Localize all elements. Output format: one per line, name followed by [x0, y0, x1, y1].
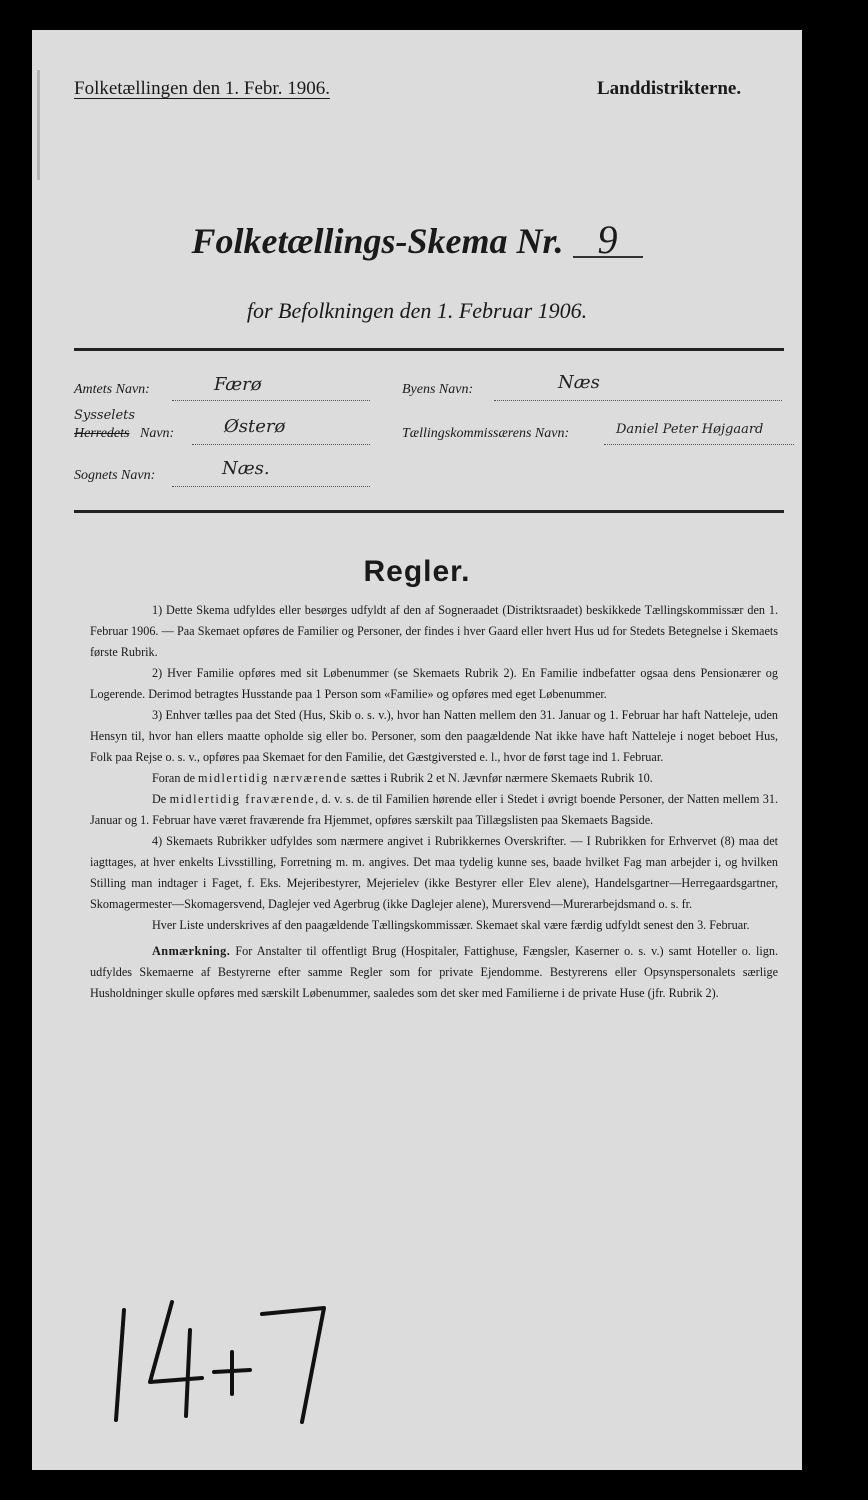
rule-3-absent-b: midlertidig fraværende [169, 792, 316, 806]
kommissaer-value: Daniel Peter Højgaard [616, 422, 764, 437]
fields-divider [74, 510, 784, 513]
kommissaer-field [604, 424, 794, 445]
rule-3-absent-c: , d. v. s. de til Familien hørende eller i Stedet i øvrigt boende Personer, der Natten mellem 31. Januar og 1. Februar have været fraværende fra Hjemmet, opføres særskilt paa Tillægslisten paa Skemaets Bagside. [90, 792, 779, 827]
note-text: For Anstalter til offentligt Brug (Hospitaler, Fattighuse, Fængsler, Kaserner o. s. v.) samt Hoteller o. lign. udfyldes Skemaerne af Bestyrerne efter samme Regler som for private Ejendomme. Bestyrerens eller Opsynspersonalets særlige Husholdninger skulle opføres med særskilt Løbenummer, saaledes som det sker med Familierne i de private Huse (jfr. Rubrik 2). [90, 944, 778, 1000]
byens-field [494, 372, 782, 401]
census-form-page [32, 30, 802, 1470]
mark-digit-1 [116, 1310, 124, 1420]
rule-3-absent [90, 789, 778, 831]
note-label: Anmærkning. [152, 944, 231, 958]
herred-overwrite: Sysselets [74, 408, 136, 423]
regler-body [90, 600, 778, 1004]
mark-digit-4b [186, 1330, 190, 1416]
paper-scratch [37, 70, 40, 180]
amt-field [172, 374, 370, 401]
rule-1: 1) Dette Skema udfyldes eller besørges udfyldt af den af Sogneraadet (Distriktsraadet) beskikkede Tællingskommissær den 1. Februar 1906. — Paa Skemaet opføres de Familier og Personer, der findes i hver Gaard eller hvert Hus ud for Stedets Betegnelse i Skemaets første Rubrik. [90, 603, 778, 659]
rule-3-present-a: Foran de [152, 771, 199, 785]
form-title-text: Folketællings-Skema Nr. [191, 221, 564, 261]
sogn-field [172, 458, 370, 487]
byens-label: Byens Navn: [402, 382, 474, 397]
amt-label: Amtets Navn: [74, 382, 150, 397]
rule-4: 4) Skemaets Rubrikker udfyldes som nærmere angivet i Rubrikkernes Overskrifter. — I Rubrikken for Erhvervet (8) maa det iagttages, at hver enkelts Livsstilling, Forretning m. m. angives. Det maa tydelig kunne ses, baade hvilket Fag man arbejder i, og hvilken Stilling man indtager i Faget, f. Eks. Mejeribestyrer, Mejerielev (ikke Bestyrer eller Elev alene), Handelsgartner—Herregaardsgartner, Skomagermester—Skomagersvend, Daglejer ved Agerbrug (ikke Daglejer alene), Murersvend—Murerarbejdsmand o. s. fr. [90, 834, 778, 911]
note [90, 941, 778, 1004]
rule-3-absent-a: De [152, 792, 170, 806]
form-subtitle: for Befolkningen den 1. Februar 1906. [246, 298, 588, 323]
herred-label-tail: Navn: [140, 426, 175, 441]
district-type-header: Landdistrikterne. [597, 78, 742, 99]
herred-field [192, 416, 370, 445]
form-title [32, 217, 802, 262]
kommissaer-label: Tællingskommissærens Navn: [402, 426, 570, 441]
amt-value: Færø [214, 374, 262, 395]
byens-value: Næs [558, 372, 600, 393]
rule-2: 2) Hver Familie opføres med sit Løbenummer (se Skemaets Rubrik 2). En Familie indbefatter ogsaa dens Pensionærer og Logerende. Derimod betragtes Husstande paa 1 Person som «Familie» og opføres med eget Løbenummer. [90, 666, 778, 701]
rule-3: 3) Enhver tælles paa det Sted (Hus, Skib o. s. v.), hvor han Natten mellem den 31. Januar og 1. Februar har haft Natteleje, uden Hensyn til, hvor han ellers maatte opholde sig eller bo. Personer, som den paagældende Nat ikke have haft Natteleje i noget beboet Hus, Folk paa Rejse o. s. v., opføres paa Skemaet for den Familie, det Gæstgiversted e. l., hvor de først tage ind 1. Februar. [90, 708, 778, 764]
rule-3-present-b: midlertidig nærværende [198, 771, 348, 785]
herred-value: Østerø [224, 416, 286, 437]
sogn-value: Næs. [222, 458, 270, 479]
herred-label-struck: Herredets [74, 426, 130, 441]
rule-3-present [90, 768, 778, 789]
rule-signature: Hver Liste underskrives af den paagældende Tællingskommissær. Skemaet skal være færdig udfyldt senest den 3. Februar. [152, 918, 750, 932]
census-date-header: Folketællingen den 1. Febr. 1906. [74, 78, 330, 99]
handwritten-mark-14-7 [102, 1290, 342, 1430]
top-divider [74, 348, 784, 351]
mark-digit-7 [262, 1308, 324, 1422]
sogn-label: Sognets Navn: [74, 468, 156, 483]
herred-label [74, 408, 174, 442]
rule-3-present-c: sættes i Rubrik 2 et N. Jævnfør nærmere Skemaets Rubrik 10. [347, 771, 653, 785]
mark-digit-4a [150, 1302, 202, 1382]
regler-title: Regler. [363, 555, 471, 588]
form-number: 9 [573, 224, 643, 258]
